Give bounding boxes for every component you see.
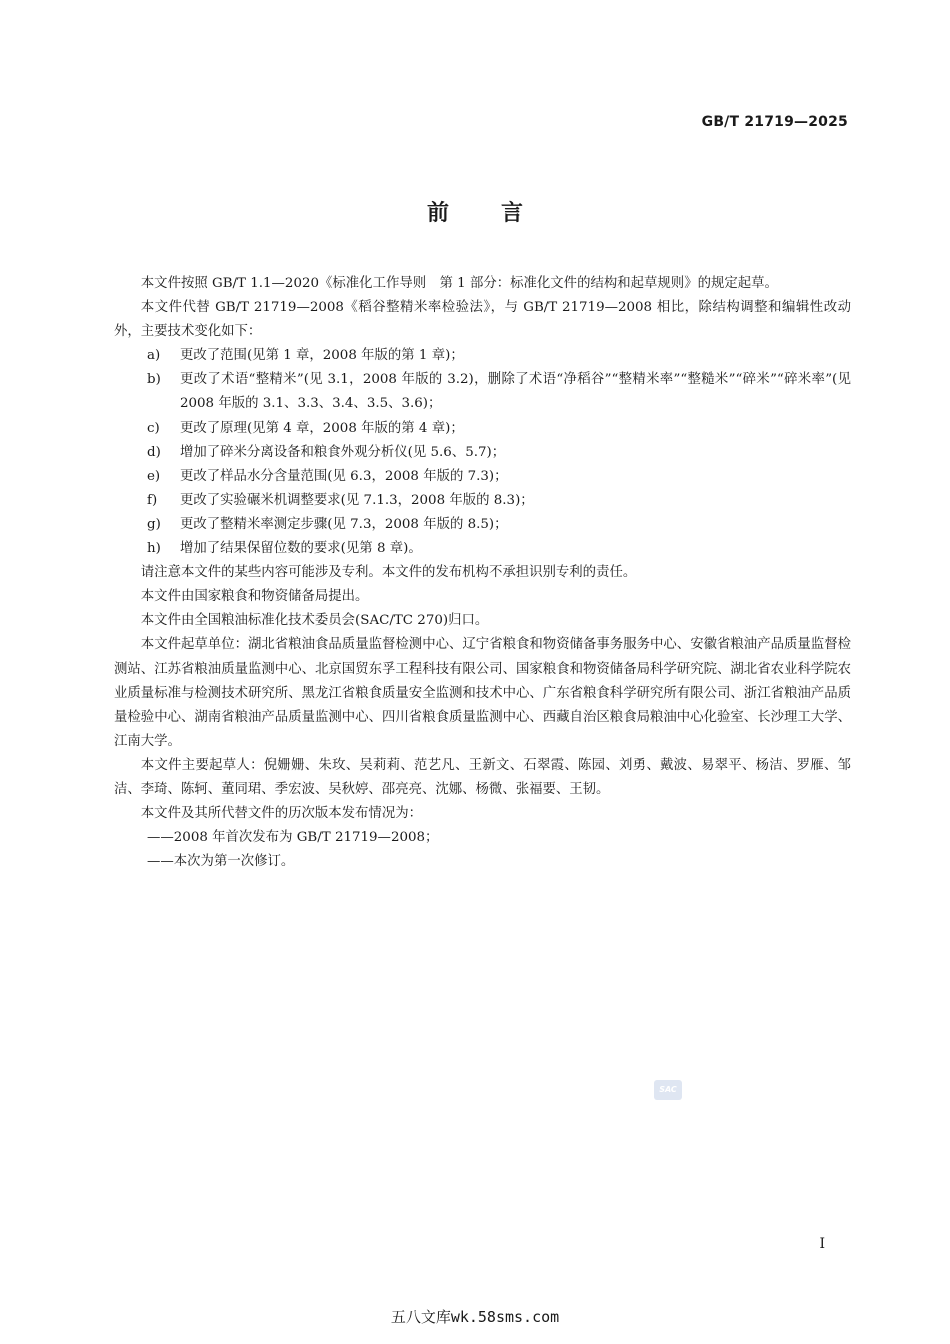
list-item-text: 更改了术语“整精米”(见 3.1，2008 年版的 3.2)，删除了术语“净稻谷”“整精米率”“整糙米”“碎米”“碎米率”(见 2008 年版的 3.1、3.3、3.4、3.5、3.6)；: [180, 372, 851, 412]
page-title: [0, 196, 950, 227]
paragraph-committee: 本文件由全国粮油标准化技术委员会(SAC/TC 270)归口。: [140, 613, 489, 629]
history-item: ——2008 年首次发布为 GB/T 21719—2008；: [147, 830, 439, 846]
paragraph-patent-notice: 请注意本文件的某些内容可能涉及专利。本文件的发布机构不承担识别专利的责任。: [140, 565, 637, 581]
foreword-body: [114, 272, 851, 874]
history-item: ——本次为第一次修订。: [147, 854, 295, 870]
paragraph-drafters: 本文件主要起草人：倪姗姗、朱玫、吴莉莉、范艺凡、王新文、石翠霞、陈园、刘勇、戴波、易翠平、杨洁、罗雁、邹洁、李琦、陈轲、董同珺、季宏波、吴秋婷、邵亮亮、沈娜、杨微、张福要、王韧。: [114, 757, 851, 797]
list-item-label: d): [147, 444, 161, 460]
page-number: I: [819, 1236, 825, 1252]
list-item-label: f): [147, 492, 158, 508]
paragraph-drafting-units: 本文件起草单位：湖北省粮油食品质量监督检测中心、辽宁省粮食和物资储备事务服务中心、安徽省粮油产品质量监督检测站、江苏省粮油质量监测中心、北京国贸东孚工程科技有限公司、国家粮食和物资储备局科学研究院、湖北省农业科学院农业质量标准与检测技术研究所、黑龙江省粮食质量安全监测和技术中心、广东省粮食科学研究所有限公司、浙江省粮油产品质量检验中心、湖南省粮油产品质量监测中心、四川省粮食质量监测中心、西藏自治区粮食局粮油中心化验室、长沙理工大学、江南大学。: [114, 637, 851, 749]
title-char-1: 前: [426, 201, 449, 226]
list-item-text: 更改了整精米率测定步骤(见 7.3，2008 年版的 8.5)；: [180, 516, 508, 532]
list-item: [114, 417, 851, 441]
changes-list: [114, 344, 851, 561]
list-item-label: a): [147, 348, 161, 364]
list-item-label: h): [147, 541, 161, 557]
list-item-label: c): [147, 420, 160, 436]
list-item-label: b): [147, 372, 161, 388]
sac-watermark-logo: SAC: [654, 1080, 682, 1100]
list-item-text: 增加了结果保留位数的要求(见第 8 章)。: [180, 541, 422, 557]
list-item: [114, 441, 851, 465]
title-char-2: 言: [501, 201, 524, 226]
paragraph-drafting-rules: 本文件按照 GB/T 1.1—2020《标准化工作导则 第 1 部分：标准化文件的结构和起草规则》的规定起草。: [140, 276, 778, 291]
list-item-text: 更改了样品水分含量范围(见 6.3，2008 年版的 7.3)；: [180, 468, 508, 484]
list-item-label: e): [147, 468, 161, 484]
paragraph-history-intro: 本文件及其所代替文件的历次版本发布情况为：: [140, 806, 422, 822]
footer-watermark: 五八文库wk.58sms.com: [390, 1308, 560, 1326]
list-item: [114, 465, 851, 489]
list-item-label: g): [147, 516, 161, 532]
list-item: [114, 368, 851, 416]
list-item: [114, 489, 851, 513]
standard-code: GB/T 21719—2025: [701, 114, 848, 130]
list-item-text: 增加了碎米分离设备和粮食外观分析仪(见 5.6、5.7)；: [180, 444, 506, 460]
paragraph-replacement: 本文件代替 GB/T 21719—2008《稻谷整精米率检验法》，与 GB/T 21719—2008 相比，除结构调整和编辑性改动外，主要技术变化如下：: [114, 300, 851, 340]
list-item-text: 更改了原理(见第 4 章，2008 年版的第 4 章)；: [180, 420, 464, 436]
list-item: [114, 537, 851, 561]
list-item-text: 更改了范围(见第 1 章，2008 年版的第 1 章)；: [180, 348, 464, 364]
list-item-text: 更改了实验碾米机调整要求(见 7.1.3，2008 年版的 8.3)；: [180, 492, 534, 508]
list-item: [114, 344, 851, 368]
paragraph-proposer: 本文件由国家粮食和物资储备局提出。: [140, 589, 369, 605]
list-item: [114, 513, 851, 537]
